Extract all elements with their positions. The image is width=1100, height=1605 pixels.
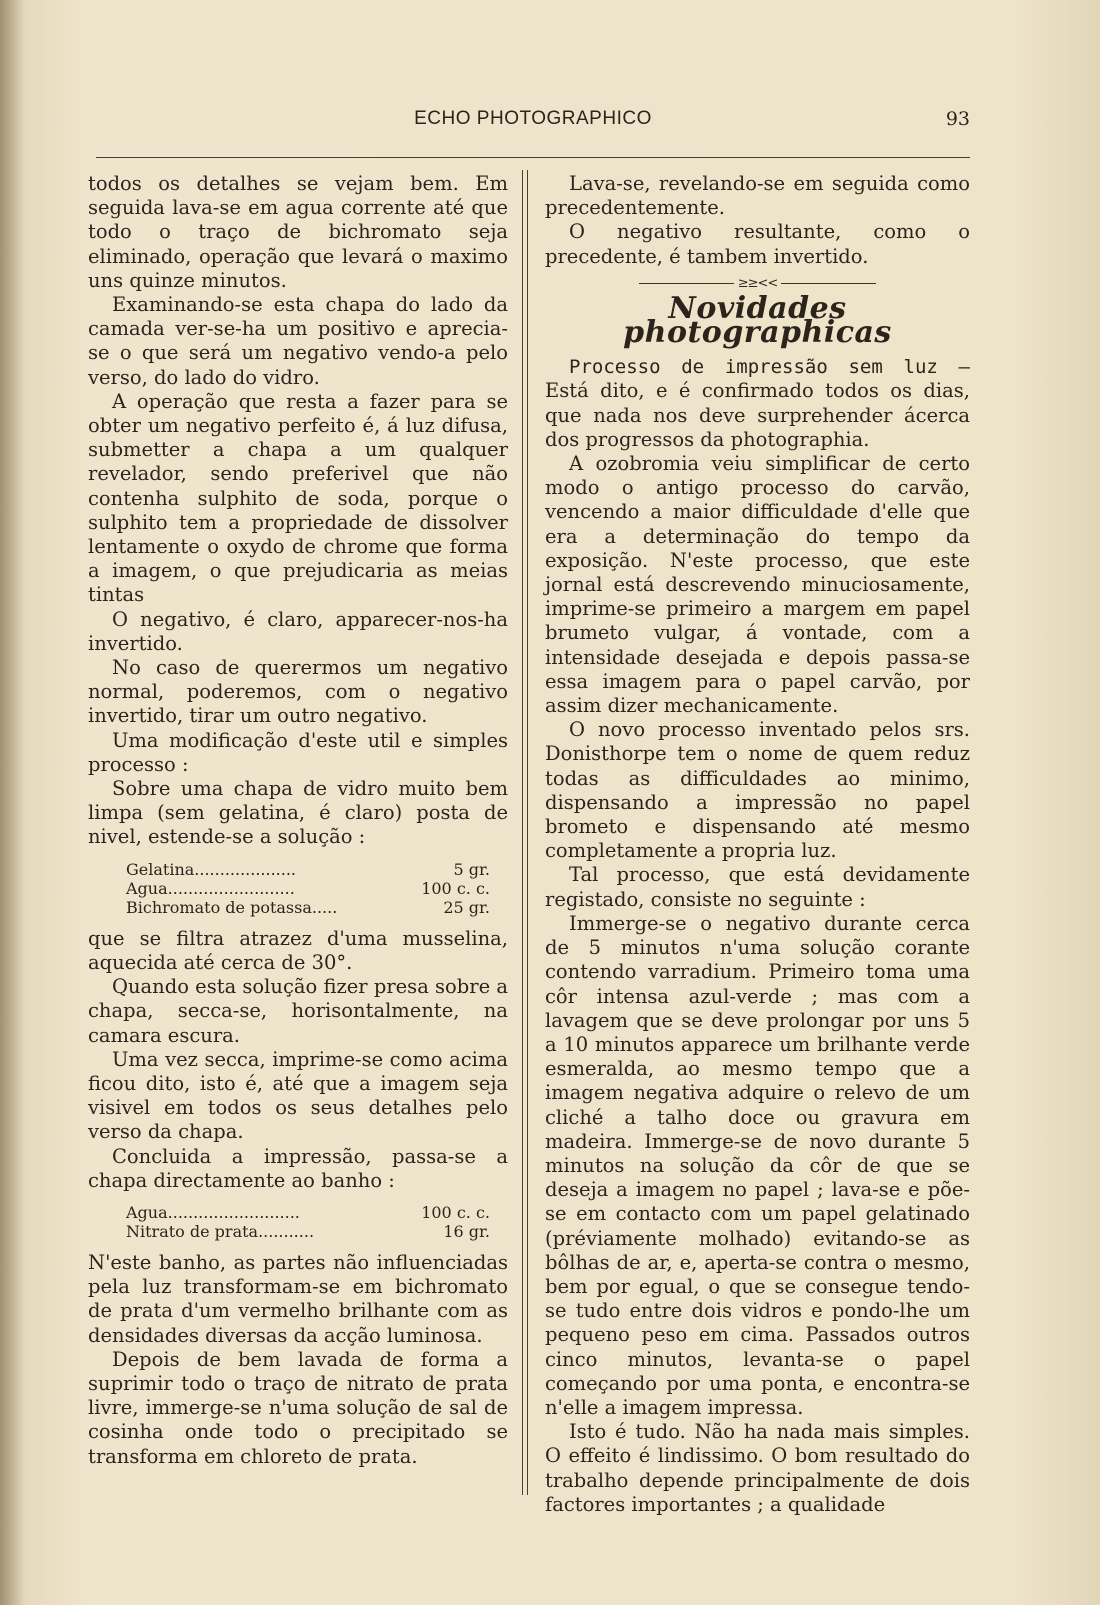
recipe-item: Bichromato de potassa..... xyxy=(126,897,338,917)
divider-ornament: ≥≥<< xyxy=(737,275,778,291)
recipe-quantity: 25 gr. xyxy=(443,897,490,917)
paragraph: Tal processo, que está devidamente registado, consiste no seguinte : xyxy=(545,863,970,911)
paragraph: O novo processo inventado pelos srs. Donisthorpe tem o nome de quem reduz todas as difficuldades ao minimo, dispensando a impressão no papel brometo e dispensando até mesmo completamente a propria luz. xyxy=(545,718,970,863)
recipe-row xyxy=(126,898,496,917)
recipe-row xyxy=(126,1203,496,1222)
recipe-item: Agua......................... xyxy=(126,878,295,898)
runin-title: Processo de impressão sem luz — xyxy=(569,356,970,379)
divider-line xyxy=(639,283,734,284)
recipe-quantity: 100 c. c. xyxy=(421,1202,490,1222)
paragraph: A ozobromia veiu simplificar de certo modo o antigo processo do carvão, vencendo a maior difficuldade d'elle que era a determinação do tempo da exposição. N'este processo, que este jornal está descrevendo minuciosamente, imprime-se primeiro a margem em papel brumeto vulgar, á vontade, com a intensidade desejada e depois passa-se essa imagem para o papel carvão, por assim dizer mechanicamente. xyxy=(545,452,970,718)
recipe-quantity: 5 gr. xyxy=(453,859,490,879)
divider-line xyxy=(781,283,876,284)
left-column xyxy=(88,172,508,1469)
journal-title: ECHO PHOTOGRAPHICO xyxy=(414,108,652,129)
paragraph: Depois de bem lavada de forma a suprimir todo o traço de nitrato de prata livre, immerge-se n'uma solução de sal de cosinha onde todo o precipitado se transforma em chloreto de prata. xyxy=(88,1347,508,1468)
runin-text: Está dito, e é confirmado todos os dias, que nada nos deve surprehender ácerca dos progressos da photographia. xyxy=(545,379,970,451)
recipe-quantity: 100 c. c. xyxy=(421,878,490,898)
header-rule xyxy=(96,157,970,158)
paragraph: O negativo, é claro, apparecer-nos-ha invertido. xyxy=(88,607,508,655)
recipe-item: Agua.......................... xyxy=(126,1202,300,1222)
right-column xyxy=(545,172,970,1517)
paragraph: O negativo resultante, como o precedente, é tambem invertido. xyxy=(545,220,970,268)
paragraph-runin xyxy=(545,355,970,452)
paragraph: A operação que resta a fazer para se obter um negativo perfeito é, á luz difusa, submetter a chapa a um qualquer revelador, sendo preferivel que não contenha sulphito de soda, porque o sulphito tem a propriedade de dissolver lentamente o oxydo de chrome que forma a imagem, o que prejudicaria as meias tintas xyxy=(88,389,508,607)
paragraph: N'este banho, as partes não influenciadas pela luz transformam-se em bichromato de prata d'um vermelho brilhante com as densidades diversas da acção luminosa. xyxy=(88,1250,508,1347)
paragraph: No caso de querermos um negativo normal, poderemos, com o negativo invertido, tirar um outro negativo. xyxy=(88,656,508,728)
paragraph: que se filtra atrazez d'uma musselina, aquecida até cerca de 30°. xyxy=(88,926,508,974)
paragraph: todos os detalhes se vejam bem. Em seguida lava-se em agua corrente até que todo o traço de bichromato seja eliminado, operação que levará o maximo uns quinze minutos. xyxy=(88,172,508,292)
section-heading: Novidades photographicas xyxy=(623,290,892,351)
column-rule-inner xyxy=(527,170,528,1495)
column-rule xyxy=(522,170,523,1495)
paragraph: Concluida a impressão, passa-se a chapa directamente ao banho : xyxy=(88,1144,508,1192)
recipe-quantity: 16 gr. xyxy=(443,1221,490,1241)
paragraph: Sobre uma chapa de vidro muito bem limpa (sem gelatina, é claro) posta de nivel, estende-se a solução : xyxy=(88,777,508,849)
recipe-row xyxy=(126,1222,496,1241)
recipe-table-silver-bath xyxy=(126,1203,496,1241)
paragraph: Immerge-se o negativo durante cerca de 5 minutos n'uma solução corante contendo varradium. Primeiro toma uma côr intensa azul-verde ; mas com a lavagem que se deve prolongar por uns 5 a 10 minutos apparece um brilhante verde esmeralda, ao mesmo tempo que a imagem negativa adquire o relevo de um cliché a talho doce ou gravura em madeira. Immerge-se de novo durante 5 minutos na solução da côr de que se deseja a imagem no papel ; lava-se e põe-se em contacto com um papel gelatinado (préviamente molhado) evitando-se as bôlhas de ar, e, aperta-se contra o mesmo, bem por egual, o que se consegue tendo-se tudo entre dois vidros e pondo-lhe um pequeno peso em cima. Passados outros cinco minutos, levanta-se o papel começando por uma ponta, e encontra-se n'elle a imagem impressa. xyxy=(545,911,970,1419)
paragraph: Uma vez secca, imprime-se como acima ficou dito, isto é, até que a imagem seja visivel em todos os seus detalhes pelo verso da chapa. xyxy=(88,1047,508,1144)
paragraph: Quando esta solução fizer presa sobre a chapa, secca-se, horisontalmente, na camara escura. xyxy=(88,975,508,1047)
recipe-row xyxy=(126,879,496,898)
recipe-row xyxy=(126,860,496,879)
recipe-item: Nitrato de prata........... xyxy=(126,1221,315,1241)
page-number: 93 xyxy=(945,108,970,130)
ornamental-divider xyxy=(545,277,970,291)
recipe-item: Gelatina.................... xyxy=(126,859,297,879)
paragraph: Lava-se, revelando-se em seguida como precedentemente. xyxy=(545,172,970,220)
paragraph: Examinando-se esta chapa do lado da camada ver-se-ha um positivo e aprecia-se o que será um negativo vendo-a pelo verso, do lado do vidro. xyxy=(88,293,508,389)
paragraph: Isto é tudo. Não ha nada mais simples. O effeito é lindissimo. O bom resultado do trabalho depende principalmente de dois factores importantes ; a qualidade xyxy=(545,1420,970,1516)
running-head xyxy=(96,108,970,136)
recipe-table-gelatin xyxy=(126,860,496,917)
paragraph: Uma modificação d'este util e simples processo : xyxy=(88,728,508,776)
